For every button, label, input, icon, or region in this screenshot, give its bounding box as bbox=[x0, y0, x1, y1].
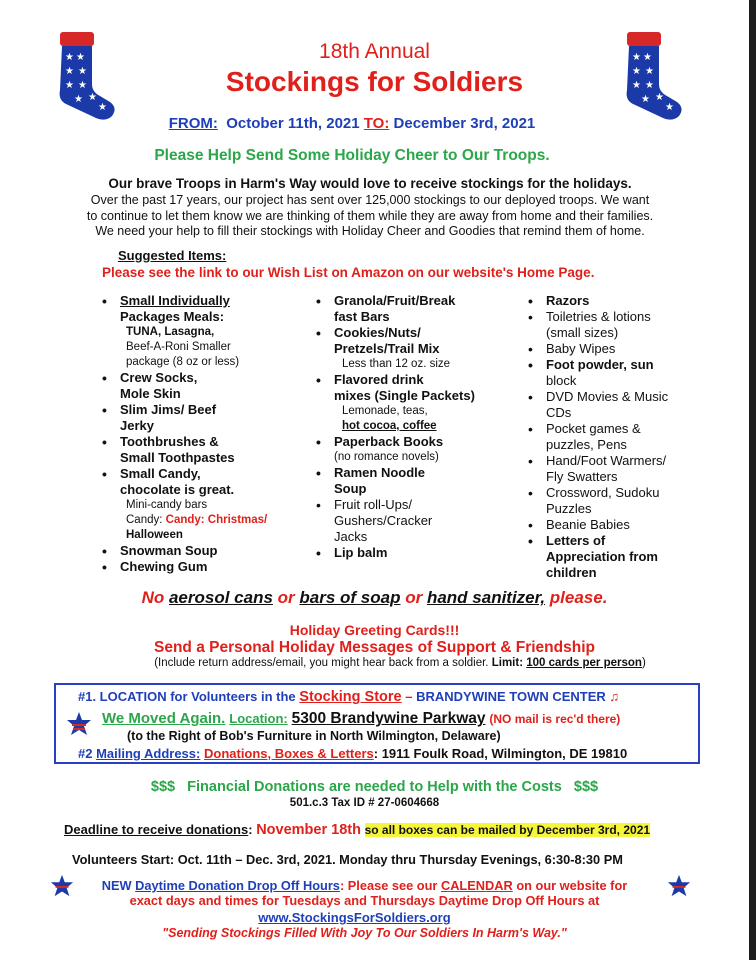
list-item: • Fruit roll-Ups/ bbox=[316, 497, 506, 513]
suggested-heading: Suggested Items: bbox=[118, 248, 227, 263]
svg-text:★: ★ bbox=[65, 80, 74, 91]
list-item: Appreciation from bbox=[546, 549, 658, 564]
list-item: block bbox=[546, 373, 577, 388]
svg-text:★: ★ bbox=[632, 52, 641, 63]
list-item: Puzzles bbox=[546, 501, 592, 516]
dropoff-line-1: NEW Daytime Donation Drop Off Hours: Please see our CALENDAR on our website for bbox=[101, 878, 628, 893]
list-item: • Foot powder, sun bbox=[528, 357, 708, 373]
cards-title: Holiday Greeting Cards!!! bbox=[289, 622, 460, 638]
svg-text:★: ★ bbox=[78, 66, 87, 77]
list-item: • DVD Movies & Music bbox=[528, 389, 708, 405]
list-item: • Flavored drink bbox=[316, 372, 506, 388]
list-item: • Chewing Gum bbox=[102, 559, 292, 575]
list-item: Candy: Candy: Christmas/ bbox=[126, 514, 268, 526]
items-column-2 bbox=[316, 293, 506, 561]
list-item: mixes (Single Packets) bbox=[334, 388, 475, 403]
list-item: Soup bbox=[334, 481, 367, 496]
list-item: Mini-candy bars bbox=[126, 499, 208, 511]
list-item: (small sizes) bbox=[546, 325, 619, 340]
svg-text:★: ★ bbox=[88, 92, 97, 103]
star-flag-icon bbox=[66, 711, 92, 742]
list-item: • Razors bbox=[528, 293, 708, 309]
intro-bold: Our brave Troops in Harm's Way would love to receive stockings for the holidays. bbox=[108, 176, 632, 191]
date-range: FROM: October 11th, 2021 TO: December 3rd, 2021 bbox=[168, 115, 536, 132]
svg-text:★: ★ bbox=[645, 80, 654, 91]
list-item: children bbox=[546, 565, 597, 580]
financial-line: $$$ Financial Donations are needed to Help with the Costs $$$ bbox=[150, 779, 599, 795]
list-item: (no romance novels) bbox=[334, 451, 439, 463]
list-item: • Ramen Noodle bbox=[316, 465, 506, 481]
list-item: Gushers/Cracker bbox=[334, 513, 433, 528]
list-item: • Lip balm bbox=[316, 545, 506, 561]
list-item: • Hand/Foot Warmers/ bbox=[528, 453, 708, 469]
list-item: fast Bars bbox=[334, 309, 390, 324]
dropoff-line-2: exact days and times for Tuesdays and Thursdays Daytime Drop Off Hours at bbox=[129, 893, 600, 908]
list-item: • Snowman Soup bbox=[102, 543, 292, 559]
list-item: • Cookies/Nuts/ bbox=[316, 325, 506, 341]
page-title: Stockings for Soldiers bbox=[225, 66, 524, 97]
list-item: • Toothbrushes & bbox=[102, 434, 292, 450]
prohibited-items: No aerosol cans or bars of soap or hand sanitizer, please. bbox=[141, 588, 608, 607]
svg-text:★: ★ bbox=[641, 94, 650, 105]
list-item: Small Toothpastes bbox=[120, 450, 235, 465]
list-item: CDs bbox=[546, 405, 572, 420]
location-line-1: #1. LOCATION for Volunteers in the Stocking Store – BRANDYWINE TOWN CENTER ♫ bbox=[78, 689, 620, 705]
slogan: "Sending Stockings Filled With Joy To Our Soldiers In Harm's Way." bbox=[162, 926, 567, 940]
volunteers-line: Volunteers Start: Oct. 11th – Dec. 3rd, 2021. Monday thru Thursday Evenings, 6:30-8:30 PM bbox=[72, 852, 623, 867]
deadline-line: Deadline to receive donations: November 18th so all boxes can be mailed by December 3rd, 2021 bbox=[64, 822, 651, 838]
svg-text:★: ★ bbox=[632, 66, 641, 77]
list-item: hot cocoa, coffee bbox=[342, 420, 437, 432]
svg-text:★: ★ bbox=[78, 80, 87, 91]
list-item: package (8 oz or less) bbox=[126, 356, 240, 368]
tax-id: 501.c.3 Tax ID # 27-0604668 bbox=[289, 797, 440, 809]
svg-text:★: ★ bbox=[76, 52, 85, 63]
list-item: • Crew Socks, bbox=[102, 370, 292, 386]
edition-text: 18th Annual bbox=[319, 40, 430, 63]
list-item: Packages Meals: bbox=[120, 309, 225, 324]
svg-text:★: ★ bbox=[65, 52, 74, 63]
list-item: • Granola/Fruit/Break bbox=[316, 293, 506, 309]
list-item: • Paperback Books bbox=[316, 434, 506, 450]
items-column-1 bbox=[102, 293, 292, 575]
list-item: Pretzels/Trail Mix bbox=[334, 341, 440, 356]
svg-text:★: ★ bbox=[655, 92, 664, 103]
location-line-3: (to the Right of Bob's Furniture in North Wilmington, Delaware) bbox=[127, 729, 501, 743]
intro-text: Over the past 17 years, our project has sent over 125,000 stockings to our deployed troops. We want to continue to let them know we are thinking of them while they are away from home and their families. We need your help to fill their stockings with Holiday Cheer and Goodies that remind them of home. bbox=[86, 193, 654, 238]
svg-text:★: ★ bbox=[65, 66, 74, 77]
list-item: Mole Skin bbox=[120, 386, 181, 401]
list-item: • Baby Wipes bbox=[528, 341, 708, 357]
list-item: Jacks bbox=[334, 529, 368, 544]
list-item: • Letters of bbox=[528, 533, 708, 549]
svg-text:★: ★ bbox=[665, 102, 674, 113]
candy-label: Candy: bbox=[126, 514, 166, 526]
location-line-2: We Moved Again. Location: 5300 Brandywine Parkway (NO mail is rec'd there) bbox=[102, 710, 621, 727]
list-item: • Pocket games & bbox=[528, 421, 708, 437]
list-item: Jerky bbox=[120, 418, 154, 433]
cards-note: (Include return address/email, you might hear back from a soldier. Limit: 100 cards per person) bbox=[154, 657, 646, 669]
website-link[interactable]: www.StockingsForSoldiers.org bbox=[258, 910, 451, 925]
list-item: • Slim Jims/ Beef bbox=[102, 402, 292, 418]
list-item: Beef-A-Roni Smaller bbox=[126, 341, 231, 353]
svg-text:★: ★ bbox=[632, 80, 641, 91]
list-item: • Beanie Babies bbox=[528, 517, 708, 533]
list-item: Fly Swatters bbox=[546, 469, 618, 484]
svg-text:★: ★ bbox=[74, 94, 83, 105]
list-item: Halloween bbox=[126, 529, 183, 541]
list-item: Less than 12 oz. size bbox=[342, 358, 451, 370]
wishlist-text: Please see the link to our Wish List on Amazon on our website's Home Page. bbox=[102, 265, 595, 280]
items-column-3 bbox=[528, 293, 708, 581]
list-item: • Toiletries & lotions bbox=[528, 309, 708, 325]
list-item: chocolate is great. bbox=[120, 482, 235, 497]
music-note-icon: ♫ bbox=[609, 689, 620, 704]
list-item: Lemonade, teas, bbox=[342, 405, 428, 417]
cards-subtitle: Send a Personal Holiday Messages of Support & Friendship bbox=[154, 639, 595, 656]
list-item: • Small Individually bbox=[102, 293, 292, 309]
svg-text:★: ★ bbox=[98, 102, 107, 113]
svg-text:★: ★ bbox=[645, 66, 654, 77]
list-item: puzzles, Pens bbox=[546, 437, 627, 452]
tagline: Please Help Send Some Holiday Cheer to Our Troops. bbox=[154, 147, 550, 164]
svg-text:★: ★ bbox=[643, 52, 652, 63]
list-item: TUNA, Lasagna, bbox=[126, 326, 215, 338]
list-item: • Small Candy, bbox=[102, 466, 292, 482]
mailing-line: #2 Mailing Address: Donations, Boxes & Letters: 1911 Foulk Road, Wilmington, DE 19810 bbox=[78, 746, 628, 761]
list-item: • Crossword, Sudoku bbox=[528, 485, 708, 501]
